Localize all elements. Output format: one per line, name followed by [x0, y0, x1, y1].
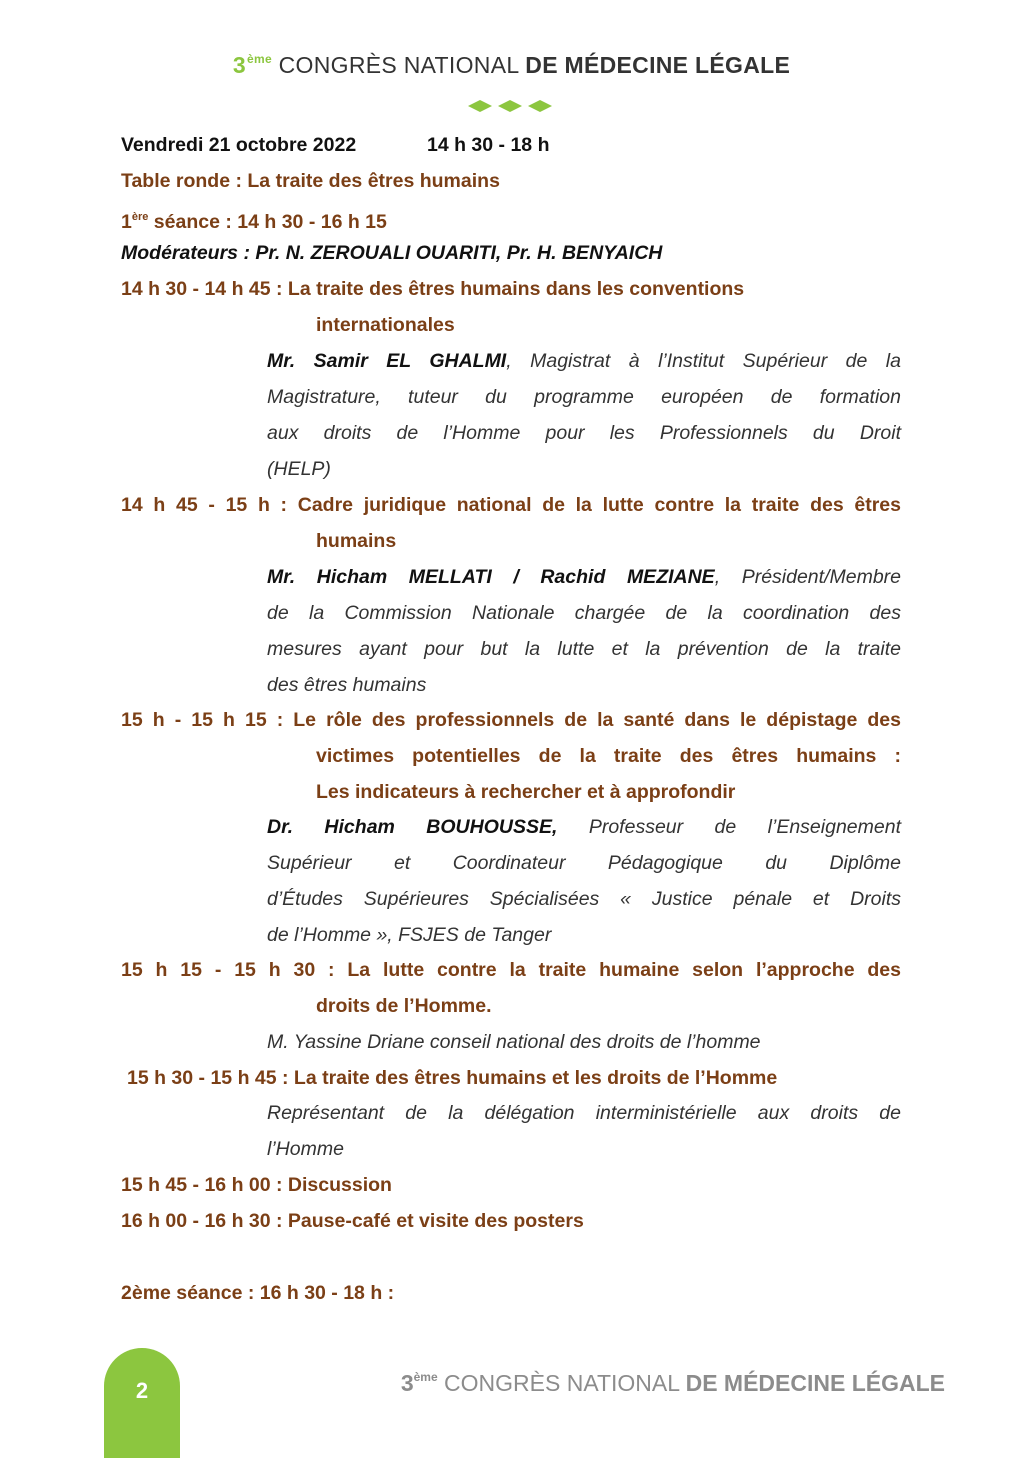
- seance-1-heading: 1ère séance : 14 h 30 - 16 h 15: [121, 211, 387, 233]
- footer-title-bold: DE MÉDECINE LÉGALE: [685, 1370, 945, 1396]
- talk-3-title: 15 h - 15 h 15 : Le rôle des professionnels de la santé dans le dépistage des: [121, 709, 901, 731]
- talk-2-title: 14 h 45 - 15 h : Cadre juridique national de la lutte contre la traite des êtres: [121, 494, 901, 516]
- talk-5-title: 15 h 30 - 15 h 45 : La traite des êtres humains et les droits de l’Homme: [127, 1067, 778, 1089]
- talk-2-title-cont: humains: [316, 530, 397, 552]
- talk-5-affiliation: l’Homme: [267, 1138, 344, 1160]
- header-title-light: CONGRÈS NATIONAL: [278, 52, 519, 78]
- talk-3-title-cont: victimes potentielles de la traite des êtres humains :: [316, 745, 901, 767]
- talk-3-affiliation: d’Études Supérieures Spécialisées « Justice pénale et Droits: [267, 888, 901, 910]
- talk-3-speaker: Dr. Hicham BOUHOUSSE, Professeur de l’Enseignement: [267, 816, 901, 838]
- diamond-ornament-icon: [466, 99, 558, 113]
- page-number: 2: [135, 1378, 149, 1403]
- session-time: 14 h 30 - 18 h: [427, 134, 550, 156]
- talk-4-title: 15 h 15 - 15 h 30 : La lutte contre la traite humaine selon l’approche des: [121, 959, 901, 981]
- header-congress-number: 3ème: [232, 52, 272, 78]
- talk-1-title-cont: internationales: [316, 314, 455, 336]
- talk-4-speaker: M. Yassine Driane conseil national des droits de l’homme: [267, 1031, 761, 1053]
- talk-2-affiliation: des êtres humains: [267, 674, 427, 696]
- talk-4-title-cont: droits de l’Homme.: [316, 995, 492, 1017]
- pause-slot: 16 h 00 - 16 h 30 : Pause-café et visite des posters: [121, 1210, 584, 1232]
- seance-2-heading: 2ème séance : 16 h 30 - 18 h :: [121, 1282, 395, 1304]
- talk-5-affiliation: Représentant de la délégation interministérielle aux droits de: [267, 1102, 901, 1124]
- talk-2-speaker: Mr. Hicham MELLATI / Rachid MEZIANE, Président/Membre: [267, 566, 902, 588]
- talk-1-affiliation: (HELP): [267, 458, 331, 480]
- talk-2-affiliation: mesures ayant pour but la lutte et la prévention de la traite: [267, 638, 901, 660]
- moderators: Modérateurs : Pr. N. ZEROUALI OUARITI, Pr. H. BENYAICH: [121, 242, 663, 264]
- table-ronde-title: Table ronde : La traite des êtres humains: [121, 170, 500, 192]
- talk-3-title-cont: Les indicateurs à rechercher et à approfondir: [316, 781, 736, 803]
- talk-1-affiliation: Magistrature, tuteur du programme européen de formation: [267, 386, 901, 408]
- page-header: [0, 52, 1023, 79]
- talk-3-affiliation: Supérieur et Coordinateur Pédagogique du Diplôme: [267, 852, 901, 874]
- talk-1-speaker: Mr. Samir EL GHALMI, Magistrat à l’Institut Supérieur de la: [267, 350, 901, 372]
- talk-3-affiliation: de l’Homme », FSJES de Tanger: [267, 924, 552, 946]
- talk-1-affiliation: aux droits de l’Homme pour les Professionnels du Droit: [267, 422, 901, 444]
- footer-congress-number: 3ème: [400, 1370, 438, 1396]
- page-footer: [401, 1370, 945, 1397]
- talk-2-affiliation: de la Commission Nationale chargée de la coordination des: [267, 602, 901, 624]
- talk-1-title: 14 h 30 - 14 h 45 : La traite des êtres humains dans les conventions: [121, 278, 745, 300]
- discussion-slot: 15 h 45 - 16 h 00 : Discussion: [121, 1174, 392, 1196]
- header-title-bold: DE MÉDECINE LÉGALE: [525, 52, 791, 78]
- footer-title-light: CONGRÈS NATIONAL: [444, 1370, 680, 1396]
- session-date: Vendredi 21 octobre 2022: [121, 134, 357, 156]
